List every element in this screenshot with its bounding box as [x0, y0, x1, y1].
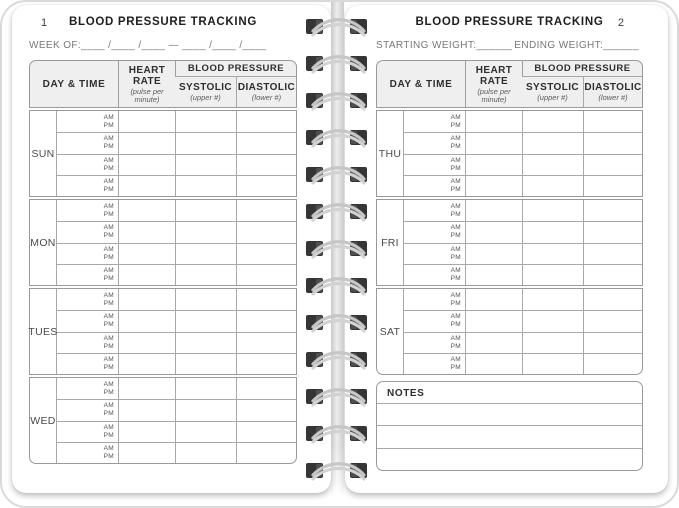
- heart-rate-sub-label: (pulse per minute): [477, 86, 511, 104]
- am-label: AM: [103, 245, 114, 253]
- heart-rate-entry-cell: [118, 111, 175, 132]
- ampm-cell: [404, 176, 465, 196]
- systolic-entry-cell: [522, 289, 583, 310]
- ampm-cell: [57, 222, 118, 242]
- day-block-fri: [376, 199, 643, 286]
- day-label-cell: [377, 289, 404, 374]
- pm-label: PM: [450, 121, 461, 129]
- pm-label: PM: [450, 274, 461, 282]
- pm-label: PM: [450, 253, 461, 261]
- am-label: AM: [103, 156, 114, 164]
- page-left-header: [12, 16, 331, 30]
- ampm-cell: [404, 200, 465, 221]
- pm-label: PM: [103, 121, 114, 129]
- diastolic-entry-cell: [236, 311, 296, 331]
- time-slot: [404, 154, 642, 175]
- bp-table-right: [376, 60, 643, 375]
- day-label-cell: [30, 289, 57, 374]
- systolic-entry-cell: [175, 378, 236, 399]
- notes-box: [376, 381, 643, 471]
- header-blood-pressure: BLOOD PRESSURE: [522, 61, 642, 77]
- pm-label: PM: [103, 363, 114, 371]
- time-slot: [57, 442, 296, 463]
- header-day-time: DAY & TIME: [42, 78, 106, 90]
- heart-rate-entry-cell: [465, 111, 522, 132]
- diastolic-entry-cell: [583, 111, 642, 132]
- systolic-label: SYSTOLIC: [525, 82, 580, 93]
- day-rows: [57, 378, 296, 463]
- heart-rate-entry-cell: [118, 244, 175, 264]
- am-label: AM: [103, 202, 114, 210]
- pm-label: PM: [450, 143, 461, 151]
- heart-rate-entry-cell: [465, 265, 522, 285]
- systolic-entry-cell: [175, 176, 236, 196]
- am-label: AM: [450, 355, 461, 363]
- diastolic-entry-cell: [236, 200, 296, 221]
- time-slot: [57, 399, 296, 420]
- am-label: AM: [103, 444, 114, 452]
- am-label: AM: [103, 291, 114, 299]
- day-rows: [404, 200, 642, 285]
- spiral-coil: [303, 344, 375, 374]
- diastolic-entry-cell: [236, 443, 296, 463]
- header-systolic: [175, 77, 236, 107]
- am-label: AM: [450, 313, 461, 321]
- time-slot: [404, 289, 642, 310]
- time-slot: [57, 154, 296, 175]
- diastolic-entry-cell: [236, 222, 296, 242]
- am-label: AM: [450, 266, 461, 274]
- am-label: AM: [103, 402, 114, 410]
- ampm-cell: [57, 155, 118, 175]
- time-slot: [57, 200, 296, 221]
- ampm-cell: [57, 133, 118, 153]
- spiral-coil: [303, 381, 375, 411]
- diastolic-entry-cell: [236, 354, 296, 374]
- notes-blank-row: [377, 448, 642, 470]
- time-slot: [404, 111, 642, 132]
- pm-label: PM: [103, 388, 114, 396]
- heart-rate-entry-cell: [465, 133, 522, 153]
- page-left: [12, 5, 331, 493]
- diastolic-label: DIASTOLIC: [584, 82, 642, 93]
- diastolic-label: DIASTOLIC: [237, 82, 296, 93]
- systolic-entry-cell: [175, 443, 236, 463]
- ampm-cell: [57, 265, 118, 285]
- systolic-entry-cell: [175, 400, 236, 420]
- diastolic-entry-cell: [583, 155, 642, 175]
- header-heart-rate: [118, 61, 175, 107]
- heart-rate-entry-cell: [118, 222, 175, 242]
- time-slot: [57, 132, 296, 153]
- diastolic-entry-cell: [583, 311, 642, 331]
- am-label: AM: [103, 380, 114, 388]
- day-label: TUES: [28, 325, 58, 338]
- systolic-entry-cell: [175, 422, 236, 442]
- systolic-entry-cell: [175, 200, 236, 221]
- pm-label: PM: [450, 210, 461, 218]
- am-label: AM: [450, 135, 461, 143]
- diastolic-sub-label: (lower #): [251, 93, 282, 102]
- weight-line: [376, 40, 639, 51]
- pm-label: PM: [450, 363, 461, 371]
- pm-label: PM: [103, 210, 114, 218]
- am-label: AM: [103, 135, 114, 143]
- ampm-cell: [404, 289, 465, 310]
- spiral-coil: [303, 418, 375, 448]
- starting-weight-label: STARTING WEIGHT:______: [376, 40, 513, 51]
- diastolic-sub-label: (lower #): [598, 93, 628, 102]
- heart-rate-entry-cell: [118, 176, 175, 196]
- time-slot: [57, 111, 296, 132]
- diastolic-entry-cell: [236, 333, 296, 353]
- heart-rate-entry-cell: [118, 400, 175, 420]
- systolic-entry-cell: [522, 200, 583, 221]
- spiral-coil: [303, 11, 375, 41]
- diastolic-entry-cell: [236, 265, 296, 285]
- spiral-coil: [303, 307, 375, 337]
- heart-rate-entry-cell: [118, 333, 175, 353]
- systolic-entry-cell: [522, 111, 583, 132]
- diastolic-entry-cell: [236, 378, 296, 399]
- day-block-tues: [29, 288, 297, 375]
- header-heart-rate: [465, 61, 522, 107]
- spiral-coil: [303, 159, 375, 189]
- time-slot: [57, 289, 296, 310]
- ampm-cell: [57, 244, 118, 264]
- heart-rate-entry-cell: [118, 265, 175, 285]
- pm-label: PM: [103, 185, 114, 193]
- systolic-entry-cell: [522, 354, 583, 374]
- diastolic-entry-cell: [583, 200, 642, 221]
- pm-label: PM: [103, 253, 114, 261]
- diastolic-entry-cell: [236, 176, 296, 196]
- am-label: AM: [103, 113, 114, 121]
- time-slot: [57, 353, 296, 374]
- pm-label: PM: [103, 164, 114, 172]
- heart-rate-entry-cell: [465, 155, 522, 175]
- time-slot: [57, 310, 296, 331]
- heart-rate-entry-cell: [118, 155, 175, 175]
- day-block-mon: [29, 199, 297, 286]
- systolic-entry-cell: [175, 289, 236, 310]
- diastolic-entry-cell: [583, 222, 642, 242]
- systolic-entry-cell: [175, 133, 236, 153]
- pm-label: PM: [103, 299, 114, 307]
- heart-rate-entry-cell: [118, 443, 175, 463]
- pm-label: PM: [450, 342, 461, 350]
- notes-blank-row: [377, 425, 642, 447]
- systolic-entry-cell: [175, 265, 236, 285]
- ampm-cell: [57, 176, 118, 196]
- bp-table-left: [29, 60, 297, 464]
- ampm-cell: [404, 222, 465, 242]
- systolic-label: SYSTOLIC: [178, 82, 233, 93]
- diastolic-entry-cell: [236, 133, 296, 153]
- ampm-cell: [57, 400, 118, 420]
- heart-rate-entry-cell: [118, 133, 175, 153]
- diastolic-entry-cell: [236, 244, 296, 264]
- day-label-cell: [30, 200, 57, 285]
- heart-rate-entry-cell: [465, 289, 522, 310]
- table-header: [29, 60, 297, 108]
- pm-label: PM: [103, 410, 114, 418]
- spiral-coil: [303, 85, 375, 115]
- pm-label: PM: [450, 299, 461, 307]
- time-slot: [404, 132, 642, 153]
- pm-label: PM: [450, 232, 461, 240]
- diastolic-entry-cell: [583, 354, 642, 374]
- heart-rate-entry-cell: [465, 244, 522, 264]
- systolic-entry-cell: [522, 265, 583, 285]
- systolic-entry-cell: [175, 222, 236, 242]
- heart-rate-entry-cell: [118, 311, 175, 331]
- diastolic-entry-cell: [236, 400, 296, 420]
- spiral-coil: [303, 122, 375, 152]
- header-systolic: [522, 77, 583, 107]
- heart-rate-sub-label: (pulse per minute): [130, 86, 164, 104]
- ampm-cell: [57, 333, 118, 353]
- am-label: AM: [450, 156, 461, 164]
- day-label-cell: [30, 378, 57, 463]
- heart-rate-entry-cell: [465, 333, 522, 353]
- header-diastolic: [583, 77, 642, 107]
- am-label: AM: [450, 202, 461, 210]
- am-label: AM: [103, 355, 114, 363]
- day-block-thu: [376, 110, 643, 197]
- systolic-entry-cell: [522, 176, 583, 196]
- pm-label: PM: [103, 342, 114, 350]
- time-slot: [57, 264, 296, 285]
- spiral-coil: [303, 233, 375, 263]
- heart-rate-label: HEART RATE: [475, 64, 513, 87]
- systolic-entry-cell: [175, 333, 236, 353]
- systolic-entry-cell: [522, 155, 583, 175]
- notes-blank-row: [377, 403, 642, 425]
- page-number-left: 1: [41, 17, 48, 29]
- systolic-entry-cell: [175, 155, 236, 175]
- systolic-entry-cell: [175, 311, 236, 331]
- diastolic-entry-cell: [583, 176, 642, 196]
- ampm-cell: [404, 265, 465, 285]
- ampm-cell: [404, 111, 465, 132]
- time-slot: [404, 332, 642, 353]
- diastolic-entry-cell: [583, 133, 642, 153]
- systolic-entry-cell: [175, 354, 236, 374]
- page-number-right: 2: [617, 17, 624, 29]
- day-label: SAT: [379, 325, 401, 338]
- day-label: WED: [30, 414, 56, 427]
- am-label: AM: [450, 245, 461, 253]
- heart-rate-entry-cell: [465, 354, 522, 374]
- ampm-cell: [57, 311, 118, 331]
- am-label: AM: [103, 266, 114, 274]
- heart-rate-entry-cell: [465, 176, 522, 196]
- diastolic-entry-cell: [583, 265, 642, 285]
- heart-rate-entry-cell: [118, 200, 175, 221]
- time-slot: [404, 175, 642, 196]
- systolic-entry-cell: [522, 244, 583, 264]
- day-label: MON: [30, 236, 56, 249]
- am-label: AM: [450, 334, 461, 342]
- time-slot: [57, 332, 296, 353]
- day-block-sat: [376, 288, 643, 375]
- am-label: AM: [450, 177, 461, 185]
- table-header: [376, 60, 643, 108]
- am-label: AM: [103, 313, 114, 321]
- time-slot: [404, 353, 642, 374]
- time-slot: [57, 243, 296, 264]
- time-slot: [404, 200, 642, 221]
- day-label-cell: [30, 111, 57, 196]
- day-rows: [404, 289, 642, 374]
- ampm-cell: [404, 244, 465, 264]
- day-label-cell: [377, 111, 404, 196]
- header-day-time: DAY & TIME: [389, 78, 453, 90]
- time-slot: [404, 264, 642, 285]
- pm-label: PM: [103, 321, 114, 329]
- day-block-sun: [29, 110, 297, 197]
- systolic-entry-cell: [522, 311, 583, 331]
- ampm-cell: [57, 422, 118, 442]
- pm-label: PM: [450, 164, 461, 172]
- am-label: AM: [450, 291, 461, 299]
- heart-rate-entry-cell: [118, 378, 175, 399]
- week-of-line: WEEK OF:____ /____ /____ — ____ /____ /____: [29, 40, 267, 51]
- diastolic-entry-cell: [236, 155, 296, 175]
- systolic-entry-cell: [522, 133, 583, 153]
- am-label: AM: [103, 224, 114, 232]
- systolic-sub-label: (upper #): [190, 93, 221, 102]
- page-right: [345, 5, 668, 493]
- diastolic-entry-cell: [583, 333, 642, 353]
- ampm-cell: [404, 354, 465, 374]
- systolic-sub-label: (upper #): [537, 93, 568, 102]
- am-label: AM: [450, 224, 461, 232]
- pm-label: PM: [103, 452, 114, 460]
- day-block-wed: [29, 377, 297, 464]
- pm-label: PM: [103, 232, 114, 240]
- diastolic-entry-cell: [583, 289, 642, 310]
- day-rows: [404, 111, 642, 196]
- day-label: SUN: [31, 147, 55, 160]
- day-label: THU: [378, 147, 402, 160]
- time-slot: [57, 421, 296, 442]
- day-label: FRI: [381, 236, 399, 249]
- systolic-entry-cell: [522, 333, 583, 353]
- ending-weight-label: ENDING WEIGHT:______: [514, 40, 639, 51]
- heart-rate-entry-cell: [465, 200, 522, 221]
- spiral-coil: [303, 48, 375, 78]
- spiral-coil: [303, 196, 375, 226]
- spiral-coil: [303, 270, 375, 300]
- ampm-cell: [404, 133, 465, 153]
- pm-label: PM: [103, 431, 114, 439]
- ampm-cell: [57, 289, 118, 310]
- am-label: AM: [103, 423, 114, 431]
- diastolic-entry-cell: [583, 244, 642, 264]
- day-rows: [57, 200, 296, 285]
- heart-rate-entry-cell: [118, 354, 175, 374]
- am-label: AM: [450, 113, 461, 121]
- pm-label: PM: [450, 185, 461, 193]
- page-title-left: BLOOD PRESSURE TRACKING: [69, 16, 257, 28]
- diastolic-entry-cell: [236, 289, 296, 310]
- day-rows: [57, 289, 296, 374]
- pm-label: PM: [103, 274, 114, 282]
- am-label: AM: [103, 177, 114, 185]
- time-slot: [57, 175, 296, 196]
- systolic-entry-cell: [522, 222, 583, 242]
- heart-rate-entry-cell: [118, 289, 175, 310]
- am-label: AM: [103, 334, 114, 342]
- day-label-cell: [377, 200, 404, 285]
- ampm-cell: [404, 333, 465, 353]
- time-slot: [404, 221, 642, 242]
- time-slot: [57, 378, 296, 399]
- time-slot: [404, 243, 642, 264]
- time-slot: [57, 221, 296, 242]
- pm-label: PM: [450, 321, 461, 329]
- page-title-right: BLOOD PRESSURE TRACKING: [415, 16, 604, 28]
- ampm-cell: [57, 354, 118, 374]
- ampm-cell: [57, 443, 118, 463]
- heart-rate-entry-cell: [465, 311, 522, 331]
- systolic-entry-cell: [175, 111, 236, 132]
- time-slot: [404, 310, 642, 331]
- ampm-cell: [57, 378, 118, 399]
- heart-rate-entry-cell: [118, 422, 175, 442]
- header-blood-pressure: BLOOD PRESSURE: [175, 61, 296, 77]
- ampm-cell: [404, 155, 465, 175]
- systolic-entry-cell: [175, 244, 236, 264]
- diastolic-entry-cell: [236, 422, 296, 442]
- ampm-cell: [404, 311, 465, 331]
- notes-label: NOTES: [387, 388, 425, 399]
- heart-rate-entry-cell: [465, 222, 522, 242]
- page-right-header: [345, 16, 668, 30]
- heart-rate-label: HEART RATE: [128, 64, 166, 87]
- ampm-cell: [57, 200, 118, 221]
- day-rows: [57, 111, 296, 196]
- diastolic-entry-cell: [236, 111, 296, 132]
- pm-label: PM: [103, 143, 114, 151]
- header-diastolic: [236, 77, 296, 107]
- ampm-cell: [57, 111, 118, 132]
- spiral-coil: [303, 455, 375, 485]
